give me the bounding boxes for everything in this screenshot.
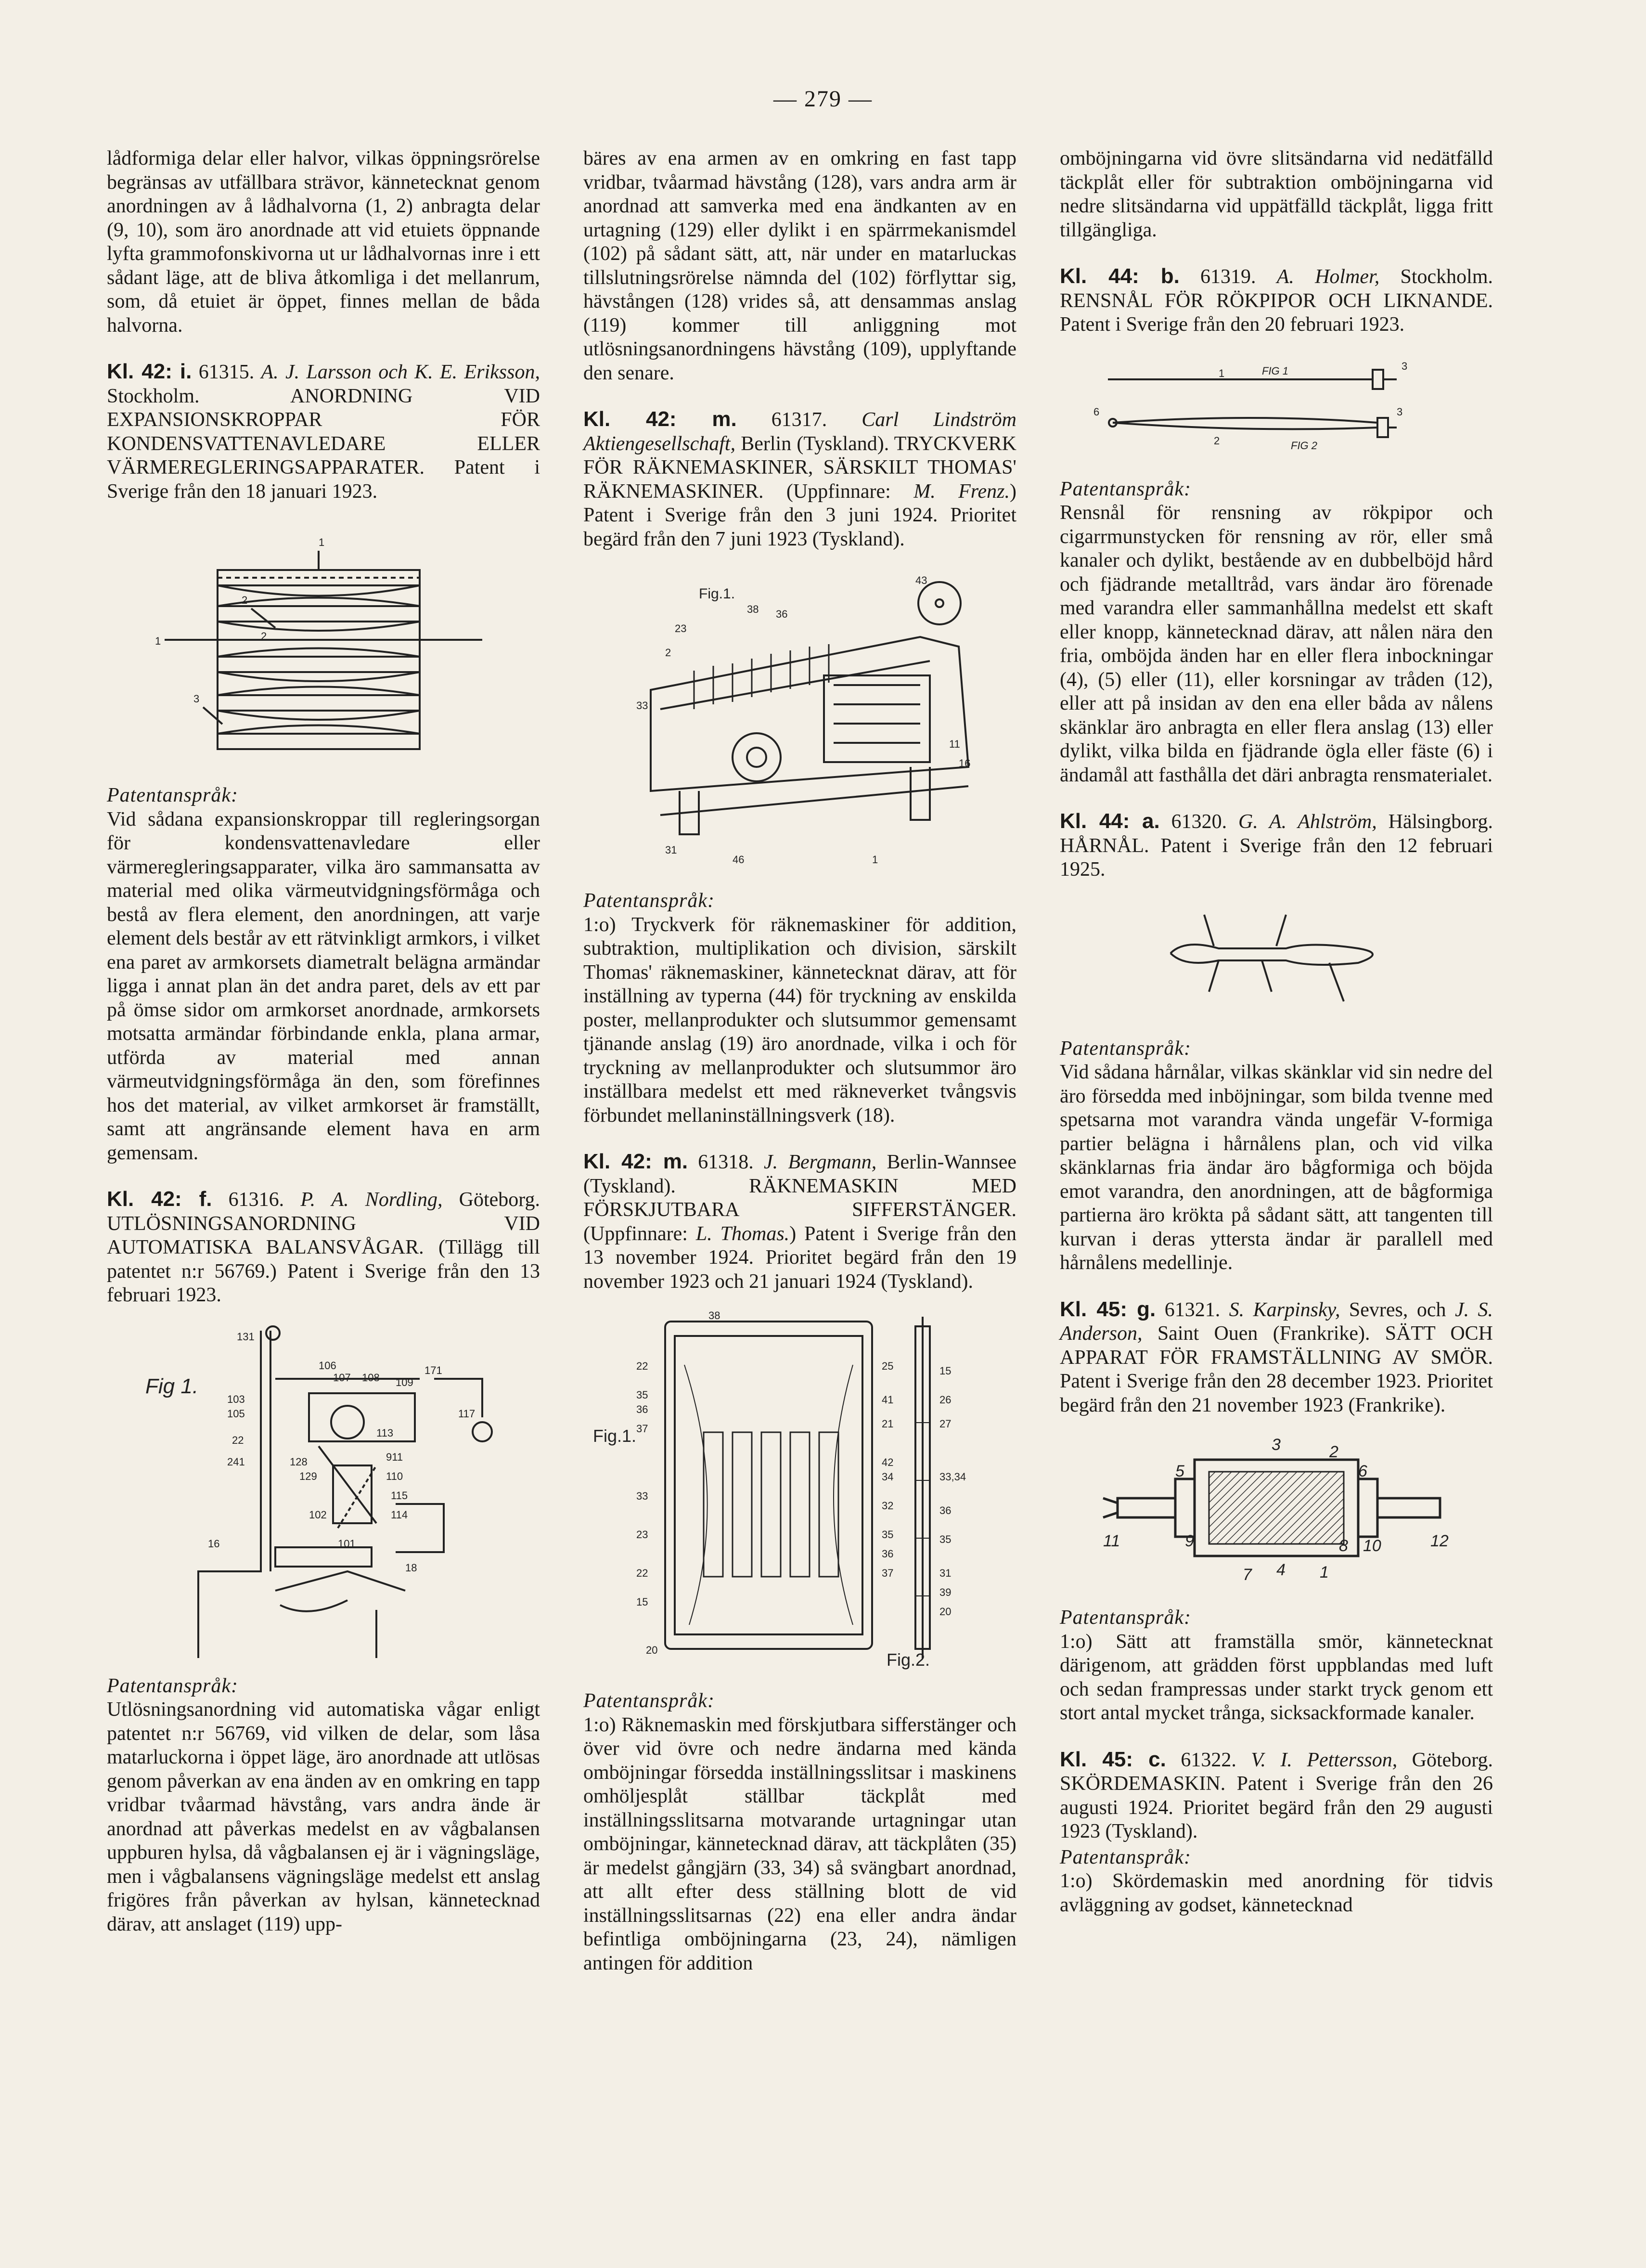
svg-text:3: 3 [1272, 1436, 1281, 1454]
figure-hairpin [1060, 895, 1493, 1021]
claim-text: 1:o) Tryckverk för räknemaskiner för addition, subtraktion, multiplikation och division, särskilt Thomas' räknemaskiner, kännetecknat därav, att för inställning av typerna (44) för tryckning av enskilda poster, mellanprodukter och slutsummor gemensamt tjänande anslag (19) äro anordnade, vilka i och för tryckning av mellanprodukter och slutsummor äro inställbara medelst ett med räkneverket tvångsvis förbundet mellaninställningsverk (18). [583, 913, 1016, 1127]
svg-text:4: 4 [1276, 1561, 1286, 1579]
claim-label: Patentanspråk: [107, 1674, 238, 1697]
svg-text:109: 109 [396, 1376, 413, 1388]
svg-text:3: 3 [1402, 360, 1408, 372]
svg-text:131: 131 [237, 1330, 255, 1343]
patent-entry-heading [583, 1150, 1016, 1294]
svg-text:110: 110 [386, 1470, 403, 1482]
svg-text:26: 26 [939, 1394, 952, 1406]
svg-text:6: 6 [1358, 1462, 1367, 1480]
claim-text: Rensnål för rensning av rökpipor och cigarrmunstycken för rensning av rör, eller små kanaler och dylikt, bestående av en dubbelböjd hård och fjädrande metalltråd, vars ändar äro förenade med varandra eller sammanhållna medelst ett skaft eller knopp, kännetecknad därav, att nålen nära den fria, omböjda änden har en eller flera inbockningar (4), (5) eller (11), eller korsningar av tråden (12), eller att på insidan av den ena eller båda av nålens skänklar äro anbragta en eller flera anslag (13) eller dylikt, vilka bilda en fjädrande ögla eller fäste (6) i ändamål att fasthålla det däri anbragta rensmaterialet. [1060, 502, 1493, 786]
svg-text:22: 22 [636, 1360, 648, 1372]
patent-number: 61317. [771, 409, 827, 431]
svg-text:34: 34 [882, 1471, 894, 1483]
svg-text:36: 36 [882, 1548, 894, 1560]
svg-text:33: 33 [636, 700, 648, 712]
patent-number: 61321. [1164, 1298, 1221, 1321]
svg-text:9: 9 [1185, 1532, 1194, 1550]
svg-text:102: 102 [309, 1508, 327, 1521]
svg-text:12: 12 [1430, 1532, 1449, 1550]
patent-class: Kl. 42: f. [107, 1187, 212, 1211]
patent-applicant: G. A. Ahlström, [1238, 811, 1377, 833]
patent-title: Göteborg. SKÖRDEMASKIN. Patent i Sverige från den 26 augusti 1924. Prioritet begärd från den 29 augusti 1923 (Tyskland). [1060, 1749, 1493, 1842]
svg-text:911: 911 [386, 1451, 403, 1463]
svg-text:1: 1 [872, 854, 878, 866]
svg-text:108: 108 [362, 1371, 380, 1384]
svg-text:35: 35 [939, 1533, 952, 1545]
svg-text:3: 3 [1397, 405, 1403, 418]
svg-text:16: 16 [959, 757, 971, 769]
patent-entry-heading [1060, 1297, 1493, 1418]
figure-printing-mechanism [583, 565, 1016, 873]
svg-text:39: 39 [939, 1586, 952, 1598]
svg-text:46: 46 [733, 854, 745, 866]
svg-text:21: 21 [882, 1418, 894, 1430]
patent-entry-heading [1060, 809, 1493, 882]
svg-text:5: 5 [1175, 1462, 1184, 1480]
svg-text:11: 11 [949, 738, 960, 750]
svg-text:8: 8 [1339, 1537, 1348, 1555]
svg-text:3: 3 [193, 693, 200, 705]
claim-text: Vid sådana expansionskroppar till regleringsorgan för kondensvattenavledare eller värmeregleringsapparater, vilka äro sammansatta av material med olika värmeutvidgningsförmåga och bestå av flera element, den anordningen, att varje element dels består av ett rätvinkligt armkors, i vilket ena paret av armkorsets diametralt belägna armändar ligga i annat plan än det andra paret, dels av ett par på ömse sidor om armkorset anordnade, armkorsets motsatta armändar förbindande enkla, plana armar, utförda av material med annan värmeutvidgningsförmåga än den, som förefinnes hos det material, av vilket armkorset är framställt, samt att angränsande element hava en arm gemensam. [107, 808, 540, 1164]
svg-text:23: 23 [675, 622, 687, 635]
svg-text:115: 115 [391, 1489, 408, 1502]
patent-class: Kl. 45: c. [1060, 1747, 1166, 1771]
figure-calculating-machine [583, 1307, 1016, 1673]
svg-text:2: 2 [665, 647, 671, 659]
svg-text:1: 1 [155, 635, 161, 647]
svg-text:16: 16 [208, 1537, 220, 1550]
figure-pipe-cleaner [1060, 350, 1493, 461]
svg-text:22: 22 [232, 1434, 244, 1446]
patent-entry-heading [1060, 264, 1493, 337]
svg-text:1: 1 [1219, 367, 1225, 379]
svg-text:2: 2 [1329, 1443, 1338, 1461]
svg-text:36: 36 [776, 608, 788, 620]
svg-text:1: 1 [319, 536, 325, 548]
svg-text:6: 6 [1093, 405, 1100, 418]
patent-applicant: P. A. Nordling, [300, 1189, 443, 1211]
patent-entry-heading [107, 360, 540, 504]
patent-title: Stockholm. ANORDNING VID EXPANSIONSKROPPAR FÖR KONDENSVATTENAVLEDARE ELLER VÄRMEREGLERINGSAPPARATER. Patent i Sverige från den 18 januari 1923. [107, 385, 540, 503]
paragraph: omböjningarna vid övre slitsändarna vid nedätfälld täckplåt eller för subtraktion omböjningarna vid nedre slitsändarna vid uppätfälld täckplåt, ligga fritt tillgängliga. [1060, 147, 1493, 241]
patent-class: Kl. 42: m. [583, 1150, 688, 1173]
svg-text:129: 129 [299, 1470, 317, 1482]
svg-text:15: 15 [636, 1596, 648, 1608]
svg-text:18: 18 [405, 1561, 417, 1574]
patent-entry-heading [1060, 1748, 1493, 1844]
patent-class: Kl. 42: i. [107, 360, 192, 383]
patent-applicant: A. J. Larsson och K. E. Eriksson, [261, 361, 540, 383]
patent-inventor: M. Frenz. [913, 480, 1010, 503]
svg-text:2: 2 [1214, 434, 1220, 447]
claim-label: Patentanspråk: [1060, 1607, 1191, 1629]
figure-label: Fig.1. [593, 1426, 637, 1446]
svg-text:114: 114 [391, 1508, 408, 1521]
claim-label: Patentanspråk: [107, 784, 238, 806]
svg-text:38: 38 [747, 603, 759, 615]
patent-entry-heading [583, 407, 1016, 551]
patent-number: 61322. [1181, 1749, 1236, 1771]
svg-text:38: 38 [708, 1309, 720, 1322]
svg-text:241: 241 [227, 1455, 245, 1468]
svg-text:Fig 1.: Fig 1. [145, 1374, 199, 1398]
patent-number: 61318. [698, 1151, 754, 1173]
paragraph: lådformiga delar eller halvor, vilkas öppningsrörelse begränsas av utfällbara strävor, kännetecknat genom anordningen av å lådhalvorna (1, 2) anbragta delar (9, 10), som äro anordnade att vid etuiets öppnande lyfta grammofonskivorna ut ur lådhalvornas inre i ett sådant läge, att de bliva åtkomliga i det mellanrum, som, då etuiet är öppet, finnes mellan de båda halvorna. [107, 147, 540, 337]
svg-text:106: 106 [319, 1359, 336, 1372]
patent-number: 61315. [198, 361, 255, 383]
claim-text: Vid sådana hårnålar, vilkas skänklar vid sin nedre del äro försedda med inböjningar, som bilda tvenne med spetsarna mot varandra vända ungefär V-formiga partier belägna i hårnålens plan, och vid vilka skänklarnas fria ändar äro bågformiga och böjda emot varandra, den anordningen, att de bågformiga partierna äro krökta på sådant sätt, att tangenten till kurvan i deras yttersta ändar är parallell med hårnålens medellinje. [1060, 1061, 1493, 1274]
patent-title: Berlin (Tyskland). TRYCKVERK FÖR RÄKNEMASKINER, SÄRSKILT THOMAS' RÄKNEMASKINER. (Uppfinnare: [583, 432, 1017, 503]
figure-expansion-body [107, 517, 540, 767]
svg-text:36: 36 [939, 1504, 952, 1516]
patent-title: Berlin-Wannsee (Tyskland). RÄKNEMASKIN MED FÖRSKJUTBARA SIFFERSTÄNGER. (Uppfinnare: [583, 1151, 1017, 1245]
svg-text:35: 35 [882, 1529, 894, 1541]
patent-title: Saint Ouen (Frankrike). SÄTT OCH APPARAT FÖR FRAMSTÄLLNING AV SMÖR. Patent i Sverige från den 28 december 1923. Prioritet begärd från den 21 november 1923 (Frankrike). [1060, 1322, 1493, 1416]
patent-title: Göteborg. UTLÖSNINGSANORDNING VID AUTOMATISKA BALANSVÅGAR. (Tillägg till patentet n:r 56769.) Patent i Sverige från den 13 februari 1923. [107, 1189, 540, 1306]
svg-text:105: 105 [227, 1407, 245, 1420]
patent-entry-heading [107, 1187, 540, 1308]
patent-number: 61319. [1200, 266, 1256, 288]
patent-class: Kl. 44: b. [1060, 264, 1180, 288]
svg-text:36: 36 [636, 1403, 648, 1415]
claim-label: Patentanspråk: [1060, 1846, 1191, 1868]
claim-label: Patentanspråk: [1060, 478, 1191, 500]
patent-applicant: A. Holmer, [1276, 266, 1380, 288]
claim-label: Patentanspråk: [583, 1690, 715, 1712]
svg-text:101: 101 [338, 1537, 356, 1550]
claim-text: 1:o) Sätt att framställa smör, kännetecknat därigenom, att grädden först uppblandas med luft och sedan frampressas under starkt tryck genom ett stort antal mycket trånga, sicksackformade kanaler. [1060, 1630, 1493, 1724]
svg-text:20: 20 [646, 1644, 658, 1656]
paragraph: bäres av ena armen av en omkring en fast tapp vridbar, tvåarmad hävstång (128), vars andra arm är anordnad att samverka med ena ändkanten av en urtagning (129) eller dylikt i en spärrmekanismdel (102) på sådant sätt, att, när under en matarluckas tillslutningsrörelse nämnda del (102) förflyttar sig, hävstången (128) vrides så, att densammas anslag (119) kommer till anliggning mot utlösningsanordningens hävstång (109), upplyftande den senare. [583, 147, 1016, 384]
svg-text:43: 43 [915, 574, 927, 586]
page-number: — 279 — [773, 86, 873, 112]
patent-applicant: S. Karpinsky, [1229, 1298, 1340, 1321]
svg-text:37: 37 [636, 1423, 648, 1435]
patent-title: Stockholm. RENSNÅL FÖR RÖKPIPOR OCH LIKNANDE. Patent i Sverige från den 20 februari 1923. [1060, 266, 1493, 336]
column-1 [107, 147, 540, 1936]
svg-text:103: 103 [227, 1393, 245, 1405]
patent-class: Kl. 44: a. [1060, 809, 1160, 833]
svg-text:33,34: 33,34 [939, 1471, 966, 1483]
svg-text:11: 11 [1103, 1532, 1120, 1550]
claim-label: Patentanspråk: [583, 890, 715, 912]
patent-inventor: L. Thomas. [695, 1222, 790, 1245]
svg-text:31: 31 [665, 844, 677, 856]
patent-applicant: J. S. Anderson, [1060, 1298, 1493, 1345]
svg-text:128: 128 [290, 1455, 308, 1468]
claim-text: 1:o) Skördemaskin med anordning för tidvis avläggning av godset, kännetecknad [1060, 1870, 1493, 1916]
figure-balance-release [107, 1321, 540, 1658]
svg-text:32: 32 [882, 1500, 894, 1512]
svg-text:171: 171 [424, 1364, 442, 1376]
claim-text: 1:o) Räknemaskin med förskjutbara sifferstänger och över vid övre och nedre ändarna med kända omböjningar försedda inställningsslitsar i maskinens omhöljesplåt ställbar täckplåt med inställningsslitsarna motvarande urtagningar utan omböjningar, kännetecknad därav, att täckplåten (35) är medelst gångjärn (33, 34) så svängbart anordnad, att allt efter dess ställning blott de vid inställningsslitsarnas (22) ena eller andra ändar befintliga omböjningarna (23, 24), nämligen antingen för addition [583, 1713, 1016, 1974]
svg-text:2: 2 [261, 630, 267, 642]
svg-text:25: 25 [882, 1360, 894, 1372]
patent-dates: ) Patent i Sverige från den 13 november 1924. Prioritet begärd från den 19 november 1923 och 21 januari 1924 (Tyskland). [583, 1222, 1017, 1293]
svg-text:7: 7 [1243, 1566, 1252, 1584]
svg-text:2: 2 [242, 594, 248, 606]
svg-text:42: 42 [882, 1456, 894, 1468]
svg-text:33: 33 [636, 1490, 648, 1502]
patent-number: 61320. [1171, 811, 1227, 833]
figure-label: FIG 2 [1291, 439, 1318, 452]
figure-label: Fig.1. [699, 586, 735, 602]
figure-butter-apparatus [1060, 1431, 1493, 1590]
svg-text:1: 1 [1320, 1563, 1329, 1581]
column-2 [583, 147, 1016, 1975]
claim-text: Utlösningsanordning vid automatiska vågar enligt patentet n:r 56769, vid vilken de delar, som låsa matarluckorna i öppet läge, äro anordnade att utlösas genom påverkan av ena änden av en omkring en tapp vridbar tvåarmad hävstång, vars andra ände är anordnad att påverkas medelst en av vågbalansen uppburen hylsa, då vågbalansen ej är i vägningsläge, men i vågbalansens vägningsläge medelst ett anslag frigöres från påverkan av hylsan, kännetecknad därav, att anslaget (119) upp- [107, 1698, 540, 1935]
claim-label: Patentanspråk: [1060, 1037, 1191, 1060]
patent-applicant: Carl Lindström Aktiengesellschaft, [583, 409, 1017, 455]
figure-label: FIG 1 [1262, 364, 1289, 377]
svg-text:23: 23 [636, 1529, 648, 1541]
svg-text:107: 107 [333, 1371, 351, 1384]
svg-text:37: 37 [882, 1567, 894, 1579]
patent-title: Hälsingborg. HÅRNÅL. Patent i Sverige från den 12 februari 1925. [1060, 811, 1493, 881]
patent-applicant: J. Bergmann, [764, 1151, 877, 1173]
svg-text:27: 27 [939, 1418, 952, 1430]
svg-text:117: 117 [458, 1407, 476, 1420]
svg-text:31: 31 [939, 1567, 952, 1579]
patent-class: Kl. 45: g. [1060, 1297, 1156, 1321]
column-3 [1060, 147, 1493, 1917]
svg-text:113: 113 [376, 1426, 394, 1439]
figure-label: Fig.2. [887, 1650, 930, 1670]
svg-text:41: 41 [882, 1394, 894, 1406]
patent-class: Kl. 42: m. [583, 407, 737, 431]
svg-text:35: 35 [636, 1389, 648, 1401]
patent-location: Sevres, och [1349, 1298, 1446, 1321]
svg-text:22: 22 [636, 1567, 648, 1579]
svg-text:20: 20 [939, 1606, 952, 1618]
patent-applicant: V. I. Pettersson, [1251, 1749, 1398, 1771]
patent-number: 61316. [228, 1189, 284, 1211]
svg-text:10: 10 [1363, 1537, 1381, 1555]
svg-text:15: 15 [939, 1365, 952, 1377]
patent-dates: ) Patent i Sverige från den 3 juni 1924. Prioritet begärd från den 7 juni 1923 (Tyskland). [583, 480, 1016, 550]
